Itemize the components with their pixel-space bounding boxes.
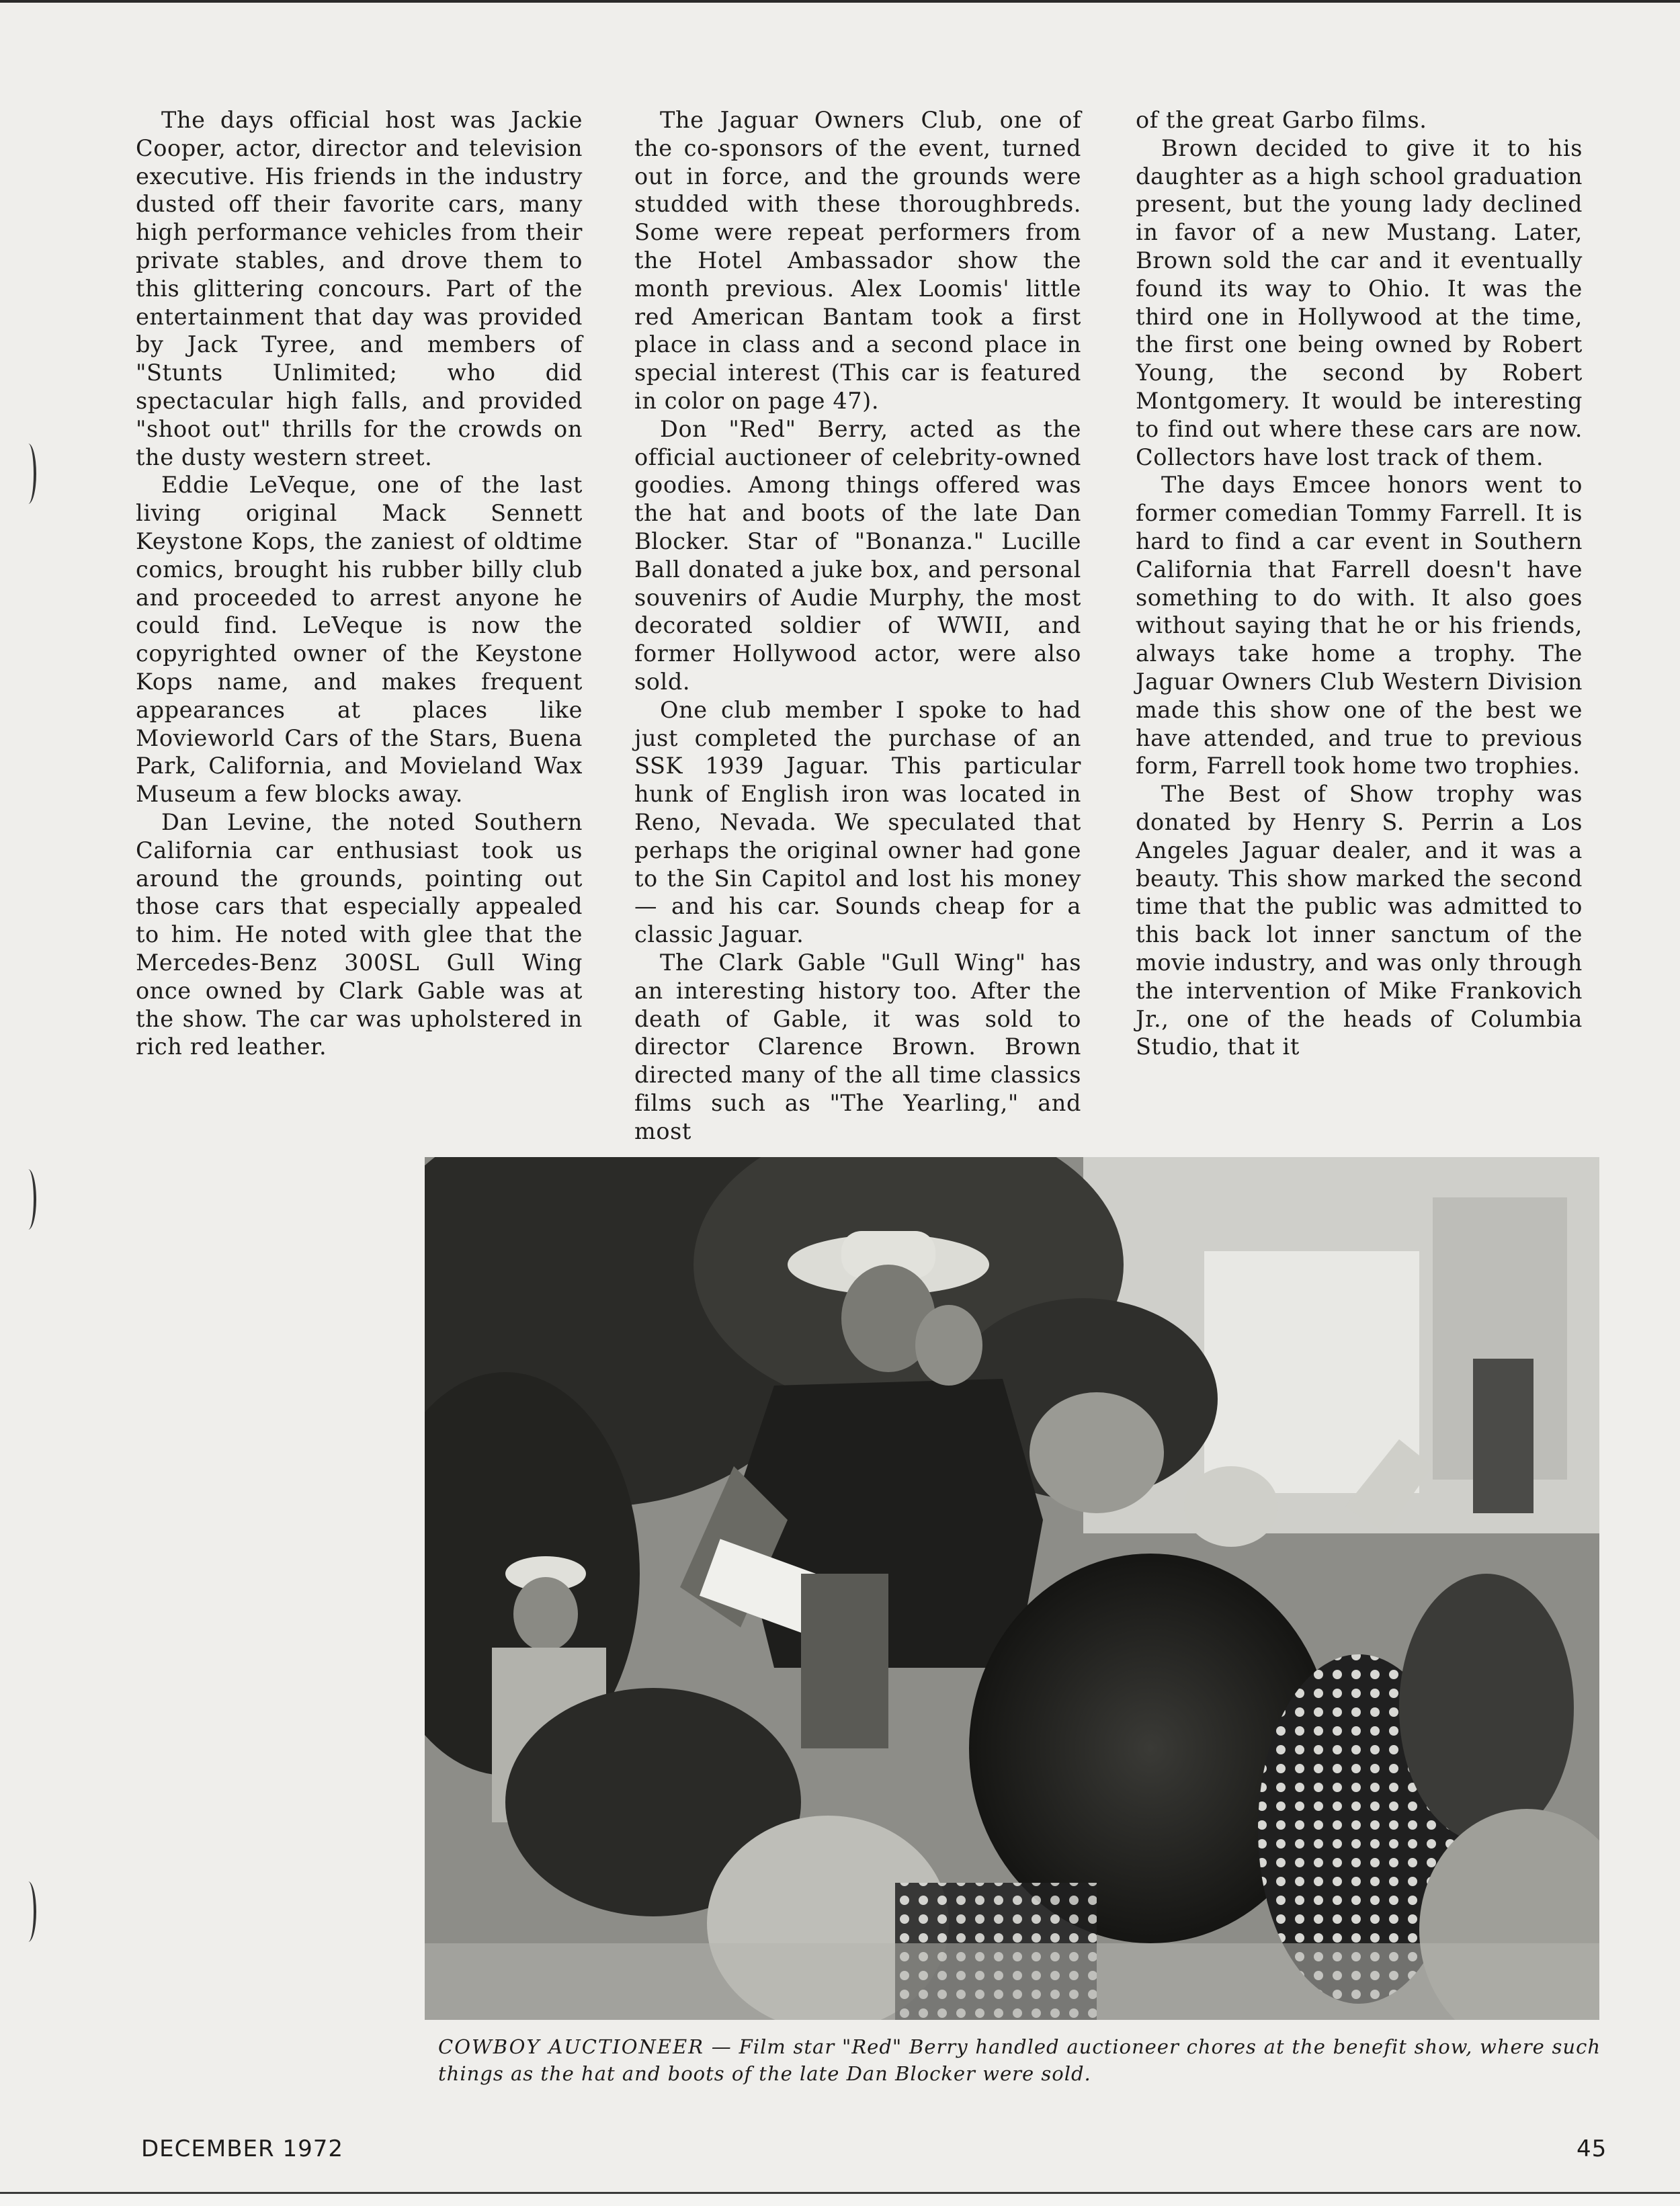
paragraph: One club member I spoke to had just completed the purchase of an SSK 1939 Jaguar. This particular hunk of English iron was located in Reno, Nevada. We speculated that perhaps the original owner had gone to the Sin Capitol and lost his money — and his car. Sounds cheap for a classic Jaguar. — [634, 696, 1081, 948]
caption-text: — Film star "Red" Berry handled auctioneer chores at the benefit show, where such things as the hat and boots of the late Dan Blocker were sold. — [438, 2035, 1601, 2085]
binding-staple — [20, 1169, 36, 1230]
article-column-3 — [1136, 106, 1583, 1061]
photo-caption — [438, 2033, 1601, 2087]
paragraph: The Best of Show trophy was donated by Henry S. Perrin a Los Angeles Jaguar dealer, and it was a beauty. This show marked the second time that the public was admitted to this back lot inner sanctum of the movie industry, and was only through the intervention of Mike Frankovich Jr., one of the heads of Columbia Studio, that it — [1136, 781, 1583, 1060]
caption-lead: COWBOY AUCTIONEER — [438, 2035, 705, 2058]
binding-staple — [20, 1881, 36, 1942]
paragraph: The days official host was Jackie Cooper, actor, director and television executive. His friends in the industry dusted off their favorite cars, many high performance vehicles from their private stables, and drove them to this glittering concours. Part of the entertainment that day was provided by Jack Tyree, and members of "Stunts Unlimited; who did spectacular high falls, and provided "shoot out" thrills for the crowds on the dusty western street. — [136, 107, 583, 470]
paragraph: The days Emcee honors went to former comedian Tommy Farrell. It is hard to find a car event in Southern California that Farrell doesn't have something to do with. It also goes without saying that he or his friends, always take home a trophy. The Jaguar Owners Club Western Division made this show one of the best we have attended, and true to previous form, Farrell took home two trophies. — [1136, 472, 1583, 779]
paragraph: Don "Red" Berry, acted as the official auctioneer of celebrity-owned goodies. Among things offered was the hat and boots of the late Dan Blocker. Star of "Bonanza." Lucille Ball donated a juke box, and personal souvenirs of Audie Murphy, the most decorated soldier of WWII, and former Hollywood actor, were also sold. — [634, 415, 1081, 695]
paragraph: The Clark Gable "Gull Wing" has an interesting history too. After the death of Gable, it was sold to director Clarence Brown. Brown directed many of the all time classics films such as "The Yearling," and most — [634, 949, 1081, 1144]
auction-photo — [425, 1157, 1599, 2020]
article-column-1 — [136, 106, 583, 1061]
paragraph: Dan Levine, the noted Southern California car enthusiast took us around the grounds, pointing out those cars that especially appealed to him. He noted with glee that the Mercedes-Benz 300SL Gull Wing once owned by Clark Gable was at the show. The car was upholstered in rich red leather. — [136, 808, 583, 1060]
paragraph: of the great Garbo films. — [1136, 107, 1427, 133]
paragraph: Brown decided to give it to his daughter as a high school graduation present, but the young lady declined in favor of a new Mustang. Later, Brown sold the car and it eventually found its way to Ohio. It was the third one in Hollywood at the time, the first one being owned by Robert Young, the second by Robert Montgomery. It would be interesting to find out where these cars are now. Collectors have lost track of them. — [1136, 134, 1583, 470]
issue-date: DECEMBER 1972 — [141, 2135, 343, 2162]
binding-staple — [20, 443, 36, 504]
photo-illustration — [425, 1157, 1599, 2020]
page-number: 45 — [1577, 2135, 1607, 2162]
page-top-edge — [0, 0, 1680, 3]
article-column-2 — [634, 106, 1081, 1145]
paragraph: Eddie LeVeque, one of the last living original Mack Sennett Keystone Kops, the zaniest of oldtime comics, brought his rubber billy club and proceeded to arrest anyone he could find. LeVeque is now the copyrighted owner of the Keystone Kops name, and makes frequent appearances at places like Movieworld Cars of the Stars, Buena Park, California, and Movieland Wax Museum a few blocks away. — [136, 472, 583, 808]
paragraph: The Jaguar Owners Club, one of the co-sponsors of the event, turned out in force, and the grounds were studded with these thoroughbreds. Some were repeat performers from the Hotel Ambassador show the month previous. Alex Loomis' little red American Bantam took a first place in class and a second place in special interest (This car is featured in color on page 47). — [634, 107, 1081, 414]
